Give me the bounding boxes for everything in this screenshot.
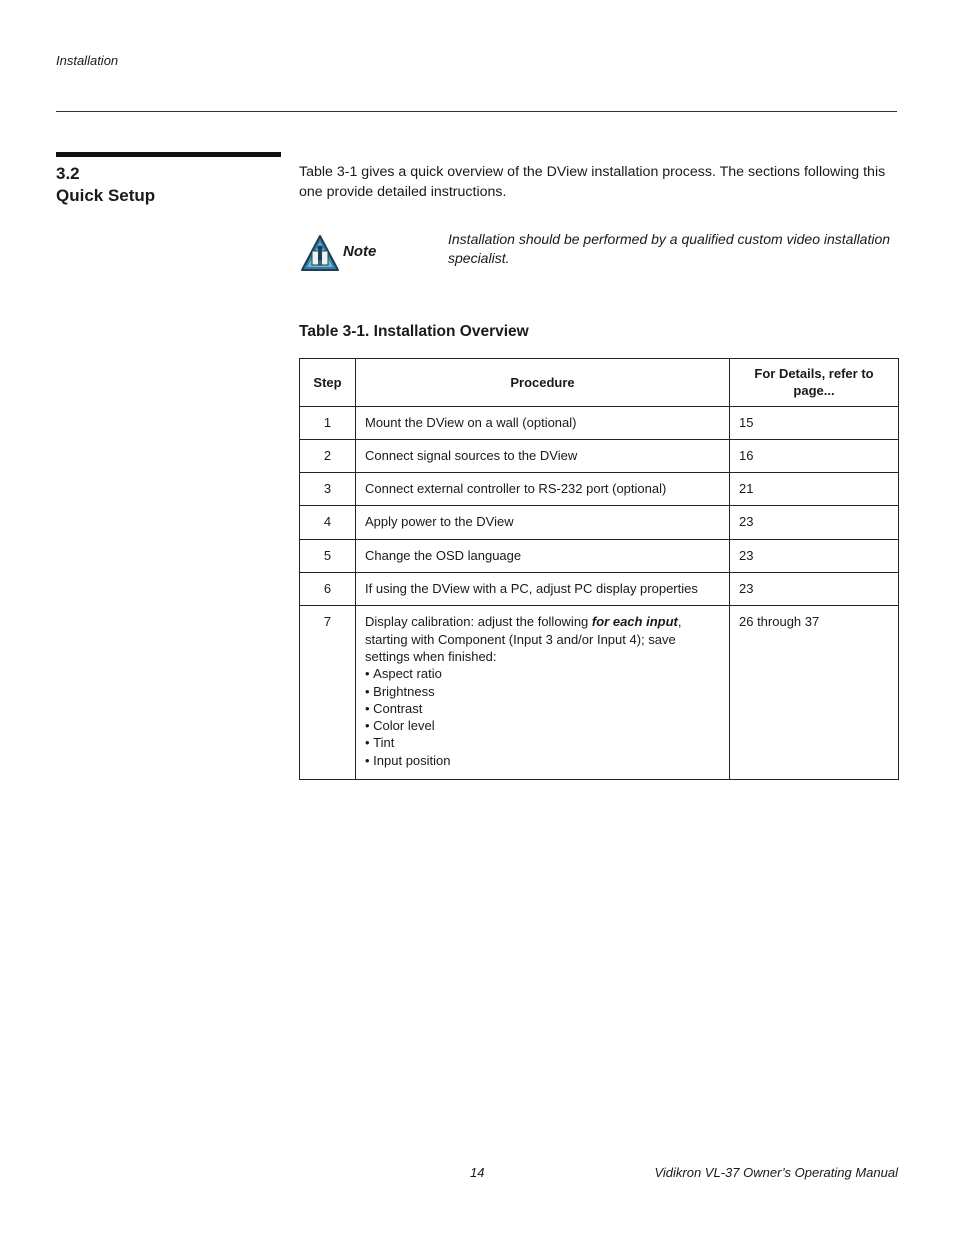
procedure-prefix: Display calibration: adjust the following — [365, 614, 592, 630]
table-row — [300, 506, 899, 539]
list-item: • Color level — [365, 717, 720, 734]
header-step: Step — [300, 359, 356, 407]
section-number: 3.2 — [56, 164, 80, 183]
manual-title: Vidikron VL-37 Owner’s Operating Manual — [654, 1165, 898, 1180]
header-page: For Details, refer to page... — [730, 359, 899, 407]
procedure-cell: Change the OSD language — [356, 539, 730, 572]
section-title: Quick Setup — [56, 186, 156, 205]
page-cell: 16 — [730, 439, 899, 472]
calibration-list — [365, 665, 720, 769]
procedure-cell: Connect external controller to RS-232 port (optional) — [356, 473, 730, 506]
list-item: • Tint — [365, 734, 720, 751]
page-cell: 21 — [730, 473, 899, 506]
table-row — [300, 573, 899, 606]
step-cell: 4 — [300, 506, 356, 539]
page-cell: 15 — [730, 406, 899, 439]
page-cell: 23 — [730, 506, 899, 539]
page-number: 14 — [470, 1165, 485, 1180]
table-row — [300, 539, 899, 572]
table-row — [300, 606, 899, 780]
procedure-cell: Connect signal sources to the DView — [356, 439, 730, 472]
step-cell: 2 — [300, 439, 356, 472]
list-item: • Input position — [365, 752, 720, 769]
running-head: Installation — [56, 53, 119, 68]
intro-paragraph: Table 3-1 gives a quick overview of the DView installation process. The sections following this one provide detailed instructions. — [299, 164, 886, 200]
procedure-cell — [356, 606, 730, 780]
procedure-emphasis: for each input — [591, 614, 678, 630]
table-caption: Table 3-1. Installation Overview — [299, 323, 529, 340]
table-row — [300, 473, 899, 506]
step-cell: 6 — [300, 573, 356, 606]
step-cell: 7 — [300, 606, 356, 780]
step-cell: 1 — [300, 406, 356, 439]
header-rule — [56, 111, 897, 112]
table-row — [300, 439, 899, 472]
header-procedure: Procedure — [356, 359, 730, 407]
section-rule — [56, 152, 281, 157]
note-label: Note — [343, 243, 377, 260]
table-header-row — [300, 359, 899, 407]
procedure-cell: Apply power to the DView — [356, 506, 730, 539]
page-cell: 23 — [730, 573, 899, 606]
step-cell: 5 — [300, 539, 356, 572]
list-item: • Aspect ratio — [365, 665, 720, 682]
list-item: • Contrast — [365, 700, 720, 717]
step-cell: 3 — [300, 473, 356, 506]
procedure-cell: Mount the DView on a wall (optional) — [356, 406, 730, 439]
installation-overview-table — [299, 358, 899, 780]
page-cell: 23 — [730, 539, 899, 572]
table-body — [300, 406, 899, 779]
procedure-cell: If using the DView with a PC, adjust PC display properties — [356, 573, 730, 606]
page-cell: 26 through 37 — [730, 606, 899, 780]
table-row — [300, 406, 899, 439]
procedure-suffix: , starting with Component (Input 3 and/or Input 4); save settings when finished: — [365, 614, 682, 664]
list-item: • Brightness — [365, 683, 720, 700]
info-person-triangle-icon — [300, 234, 340, 272]
note-text: Installation should be performed by a qualified custom video installation specialist. — [448, 231, 891, 266]
